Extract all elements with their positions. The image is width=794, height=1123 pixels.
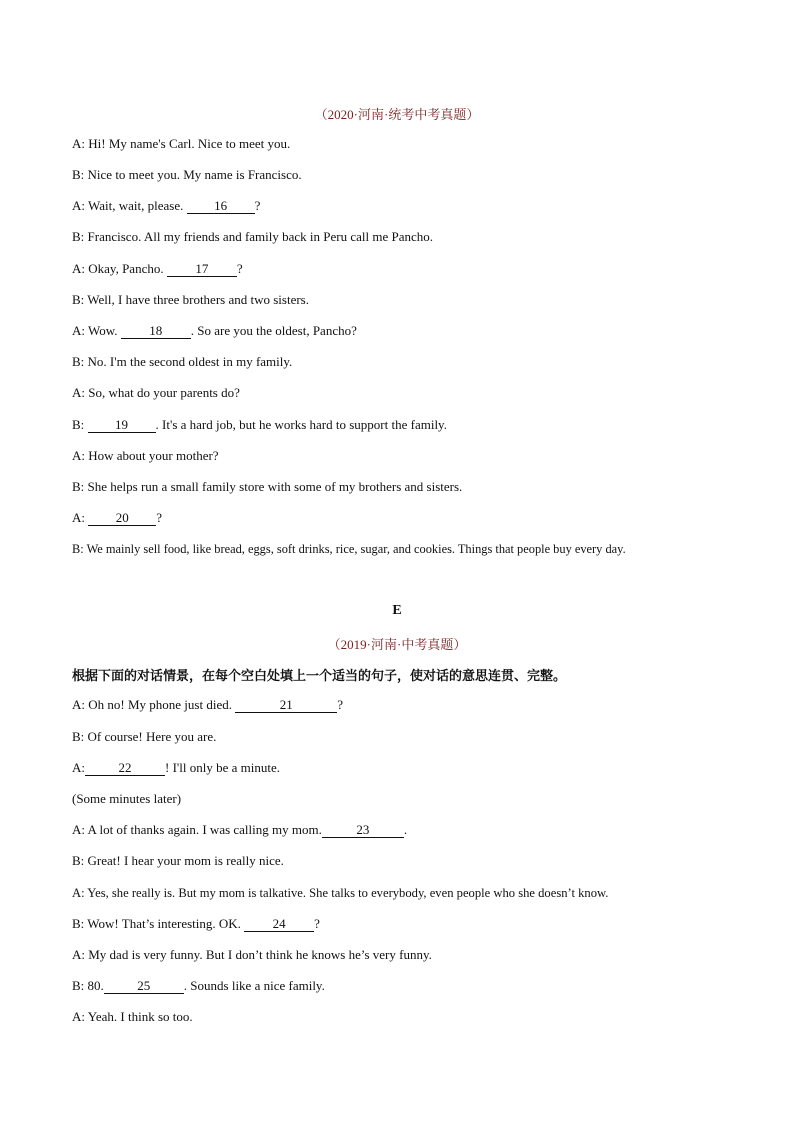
dialogue-line: A: Oh no! My phone just died. 21 ?: [72, 697, 343, 712]
dialogue-line: A: Yeah. I think so too.: [72, 1009, 193, 1024]
dialogue-line: B: She helps run a small family store with some of my brothers and sisters.: [72, 479, 463, 494]
blank-21[interactable]: 21: [235, 698, 337, 713]
dialogue-line: B: 80. 25 . Sounds like a nice family.: [72, 978, 325, 993]
instruction-text: 根据下面的对话情景，在每个空白处填上一个适当的句子，使对话的意思连贯、完整。: [72, 669, 567, 684]
dialogue-line: B: Nice to meet you. My name is Francisco.: [72, 167, 302, 182]
dialogue-line: A: A lot of thanks again. I was calling my mom. 23 .: [72, 822, 408, 837]
dialogue-line: B: 19 . It's a hard job, but he works hard to support the family.: [72, 417, 447, 432]
blank-19[interactable]: 19: [88, 418, 156, 433]
dialogue-line: A: Hi! My name's Carl. Nice to meet you.: [72, 136, 291, 151]
dialogue-line: A: So, what do your parents do?: [72, 385, 240, 400]
dialogue-line: B: We mainly sell food, like bread, eggs, soft drinks, rice, sugar, and cookies. Things that people buy every day.: [72, 542, 626, 556]
dialogue-line: B: No. I'm the second oldest in my family.: [72, 354, 293, 369]
dialogue-line: B: Of course! Here you are.: [72, 729, 217, 744]
blank-23[interactable]: 23: [322, 823, 404, 838]
dialogue-line: (Some minutes later): [72, 791, 182, 806]
dialogue-line: A: Okay, Pancho. 17 ?: [72, 261, 243, 276]
blank-24[interactable]: 24: [244, 917, 314, 932]
dialogue-line: B: Wow! That’s interesting. OK. 24 ?: [72, 916, 320, 931]
source-2019: （2019·河南·中考真题）: [327, 637, 467, 652]
dialogue-line: B: Well, I have three brothers and two sisters.: [72, 292, 309, 307]
dialogue-line: A: How about your mother?: [72, 448, 219, 463]
blank-25[interactable]: 25: [104, 979, 184, 994]
dialogue-line: B: Great! I hear your mom is really nice.: [72, 853, 284, 868]
blank-22[interactable]: 22: [85, 761, 165, 776]
dialogue-line: A: Yes, she really is. But my mom is talkative. She talks to everybody, even people who she doesn’t know.: [72, 886, 609, 900]
dialogue-line: A: My dad is very funny. But I don’t think he knows he’s very funny.: [72, 947, 432, 962]
source-2020: （2020·河南·统考中考真题）: [314, 107, 480, 122]
dialogue-line: A: 20 ?: [72, 510, 163, 525]
blank-17[interactable]: 17: [167, 262, 237, 277]
blank-16[interactable]: 16: [187, 199, 255, 214]
section-heading-e: E: [392, 603, 402, 618]
blank-20[interactable]: 20: [88, 511, 156, 526]
dialogue-line: B: Francisco. All my friends and family back in Peru call me Pancho.: [72, 229, 434, 244]
blank-18[interactable]: 18: [121, 324, 191, 339]
dialogue-line: A: 22 ! I'll only be a minute.: [72, 760, 280, 775]
dialogue-line: A: Wait, wait, please. 16 ?: [72, 198, 261, 213]
dialogue-line: A: Wow. 18 . So are you the oldest, Pancho?: [72, 323, 357, 338]
